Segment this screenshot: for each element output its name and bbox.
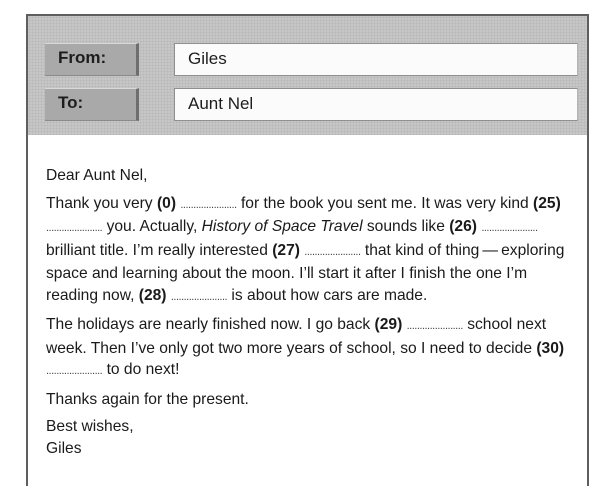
gap-30: ...................... [46, 365, 103, 377]
to-field: Aunt Nel [174, 88, 578, 121]
text-run: that kind of thing — exploring space and learning about the moon. I’ll start it after I finish the one I’m reading now, [46, 241, 565, 304]
letter-paragraph-2 [46, 314, 581, 383]
text-run: Thank you very [46, 194, 157, 212]
gap-number-30: (30) [536, 339, 565, 357]
gap-number-28: (28) [138, 286, 167, 304]
letter-paragraph-3: Thanks again for the present. [46, 390, 249, 408]
gap-25: ...................... [46, 222, 103, 234]
letter-body [46, 165, 581, 465]
from-label: From: [45, 43, 139, 76]
text-run: sounds like [362, 218, 450, 235]
text-run: to do next! [102, 361, 180, 378]
gap-29: ...................... [406, 320, 463, 332]
letter-greeting: Dear Aunt Nel, [46, 167, 148, 184]
text-run: brilliant title. I’m really interested [46, 241, 273, 259]
letter-closing: Best wishes, [46, 418, 134, 435]
gap-0: ...................... [180, 198, 237, 211]
text-run: you. Actually, [102, 218, 202, 235]
gap-number-27: (27) [272, 241, 300, 259]
text-run: The holidays are nearly finished now. I go back [46, 316, 375, 333]
gap-26: ...................... [481, 222, 538, 234]
gap-28: ...................... [170, 290, 228, 303]
gap-number-0: (0) [156, 194, 177, 212]
gap-27: ...................... [304, 245, 361, 258]
text-run: for the book you sent me. It was very kind [236, 194, 534, 212]
gap-number-26: (26) [449, 218, 477, 235]
gap-number-29: (29) [374, 316, 403, 333]
text-run: is about how cars are made. [227, 286, 428, 304]
gap-number-25: (25) [533, 194, 561, 212]
letter-paragraph-1 [46, 193, 581, 309]
book-title: History of Space Travel [201, 218, 363, 235]
to-label: To: [45, 88, 139, 121]
email-window [26, 14, 589, 486]
letter-signature: Giles [46, 439, 82, 457]
from-field: Giles [174, 43, 578, 76]
text-run: school next week. Then I’ve only got two more years of school, so I need to decide [46, 316, 547, 357]
email-header [28, 16, 587, 135]
